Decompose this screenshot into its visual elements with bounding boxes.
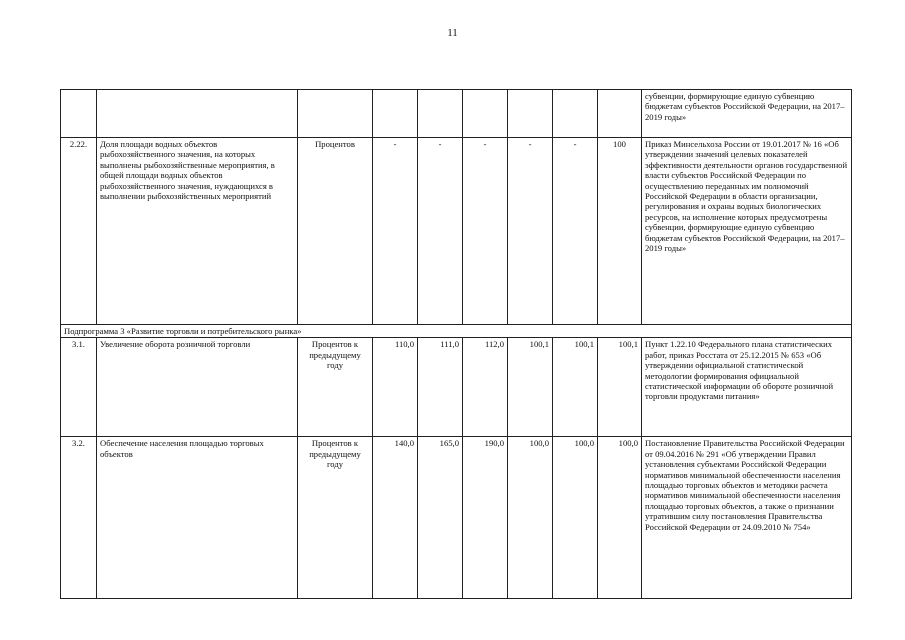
page-number: 11 [447,27,458,39]
value-cell: 140,0 [373,437,418,599]
value-cell: 100,1 [553,338,598,437]
value-cell [553,90,598,138]
value-cell: - [373,138,418,325]
source-cell: субвенции, формирующие единую субвенцию бюджетам субъектов Российской Федерации, на 2017–2019 годы» [642,90,852,138]
value-cell [418,90,463,138]
unit-cell: Процентов к предыдущему году [298,338,373,437]
value-cell: - [508,138,553,325]
value-cell: 100,0 [598,437,642,599]
table-row [61,90,852,138]
subprogram-title: Подпрограмма 3 «Развитие торговли и потребительского рынка» [61,325,852,338]
value-cell: 100,1 [508,338,553,437]
source-cell: Постановление Правительства Российской Федерации от 09.04.2016 № 291 «Об утверждении Правил установления субъектами Российской Федерации нормативов минимальной обеспеченности населения площадью торговых объектов и методики расчета нормативов минимальной обеспеченности населения площадью торговых объектов, а также о признании утратившим силу постановления Правительства Российской Федерации от 24.09.2010 № 754» [642,437,852,599]
value-cell [463,90,508,138]
row-number: 3.1. [61,338,97,437]
value-cell [508,90,553,138]
row-number: 3.2. [61,437,97,599]
indicator-name: Доля площади водных объектов рыбохозяйственного значения, на которых выполнены рыбохозяйственные мероприятия, в общей площади водных объектов рыбохозяйственного значения, нуждающихся в выполнении рыбохозяйственных мероприятий [97,138,298,325]
value-cell: 100,0 [553,437,598,599]
value-cell: - [463,138,508,325]
value-cell: 112,0 [463,338,508,437]
source-cell: Приказ Минсельхоза России от 19.01.2017 № 16 «Об утверждении значений целевых показателей эффективности деятельности органов государственной власти субъектов Российской Федерации по осуществлению переданных им полномочий Российской Федерации в области организации, регулирования и охраны водных биологических ресурсов, на исполнение которых предусмотрены субвенции, формирующие единую субвенцию бюджетам субъектов Российской Федерации, на 2017–2019 годы» [642,138,852,325]
value-cell: 190,0 [463,437,508,599]
table-row [61,437,852,599]
table-row [61,338,852,437]
source-cell: Пункт 1.22.10 Федерального плана статистических работ, приказ Росстата от 25.12.2015 № 653 «Об утверждении официальной статистической методологии формирования официальной статистической информации об обороте розничной торговли продуктами питания» [642,338,852,437]
indicator-name: Увеличение оборота розничной торговли [97,338,298,437]
value-cell: 110,0 [373,338,418,437]
row-number [61,90,97,138]
unit-cell [298,90,373,138]
table-row [61,138,852,325]
value-cell [598,90,642,138]
indicator-name [97,90,298,138]
value-cell: 165,0 [418,437,463,599]
value-cell: 100,1 [598,338,642,437]
value-cell [373,90,418,138]
value-cell: - [553,138,598,325]
unit-cell: Процентов [298,138,373,325]
indicator-name: Обеспечение населения площадью торговых объектов [97,437,298,599]
value-cell: 100 [598,138,642,325]
indicator-table [60,89,852,599]
value-cell: - [418,138,463,325]
subprogram-row [61,325,852,338]
row-number: 2.22. [61,138,97,325]
value-cell: 100,0 [508,437,553,599]
value-cell: 111,0 [418,338,463,437]
unit-cell: Процентов к предыдущему году [298,437,373,599]
